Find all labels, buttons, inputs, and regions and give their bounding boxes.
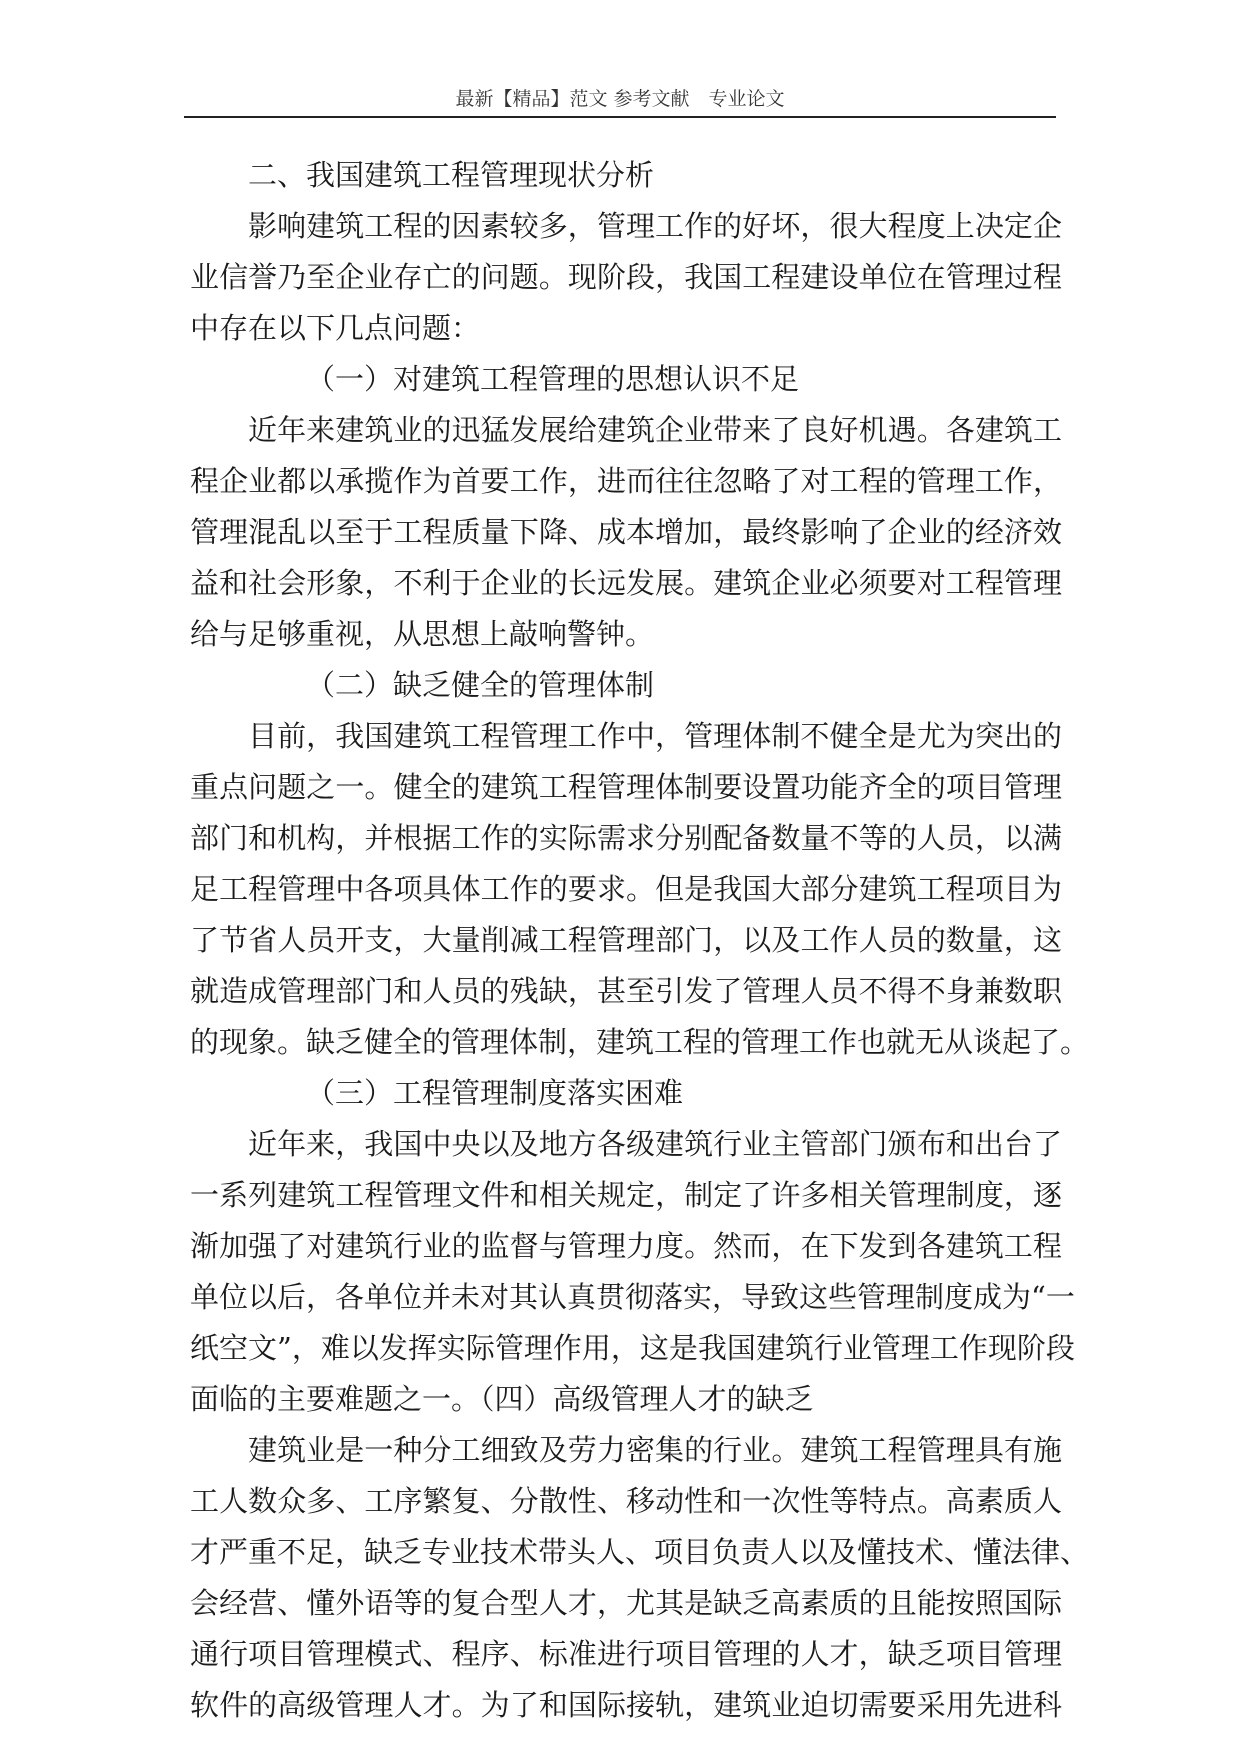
body-line: 才严重不足，缺乏专业技术带头人、项目负责人以及懂技术、懂法律、	[190, 1535, 1090, 1569]
body-line: 的现象。缺乏健全的管理体制，建筑工程的管理工作也就无从谈起了。	[190, 1025, 1090, 1059]
body-line: 中存在以下几点问题：	[190, 311, 481, 345]
subsection-heading: （二）缺乏健全的管理体制	[306, 668, 655, 702]
subsection-heading: （三）工程管理制度落实困难	[306, 1076, 684, 1110]
body-line: 就造成管理部门和人员的残缺，甚至引发了管理人员不得不身兼数职	[190, 974, 1062, 1008]
body-line: 管理混乱以至于工程质量下降、成本增加，最终影响了企业的经济效	[190, 515, 1062, 549]
body-line: 通行项目管理模式、程序、标准进行项目管理的人才，缺乏项目管理	[190, 1637, 1062, 1671]
body-line: 建筑业是一种分工细致及劳力密集的行业。建筑工程管理具有施	[248, 1433, 1062, 1467]
body-line: 面临的主要难题之一。（四）高级管理人才的缺乏	[190, 1382, 814, 1416]
page-header: 最新【精品】范文 参考文献 专业论文	[455, 88, 785, 110]
header-rule	[184, 116, 1056, 118]
section-heading: 二、我国建筑工程管理现状分析	[248, 158, 655, 192]
body-line: 工人数众多、工序繁复、分散性、移动性和一次性等特点。高素质人	[190, 1484, 1062, 1518]
body-line: 重点问题之一。健全的建筑工程管理体制要设置功能齐全的项目管理	[190, 770, 1062, 804]
body-line: 部门和机构，并根据工作的实际需求分别配备数量不等的人员，以满	[190, 821, 1062, 855]
body-line: 业信誉乃至企业存亡的问题。现阶段，我国工程建设单位在管理过程	[190, 260, 1062, 294]
body-line: 单位以后，各单位并未对其认真贯彻落实，导致这些管理制度成为“一	[190, 1280, 1075, 1314]
body-line: 了节省人员开支，大量削减工程管理部门，以及工作人员的数量，这	[190, 923, 1062, 957]
body-line: 渐加强了对建筑行业的监督与管理力度。然而，在下发到各建筑工程	[190, 1229, 1062, 1263]
subsection-heading: （一）对建筑工程管理的思想认识不足	[306, 362, 800, 396]
body-line: 足工程管理中各项具体工作的要求。但是我国大部分建筑工程项目为	[190, 872, 1062, 906]
body-line: 近年来，我国中央以及地方各级建筑行业主管部门颁布和出台了	[248, 1127, 1062, 1161]
body-line: 益和社会形象，不利于企业的长远发展。建筑企业必须要对工程管理	[190, 566, 1062, 600]
body-line: 纸空文”，难以发挥实际管理作用，这是我国建筑行业管理工作现阶段	[190, 1331, 1075, 1365]
body-line: 一系列建筑工程管理文件和相关规定，制定了许多相关管理制度，逐	[190, 1178, 1062, 1212]
body-line: 会经营、懂外语等的复合型人才，尤其是缺乏高素质的且能按照国际	[190, 1586, 1062, 1620]
body-line: 程企业都以承揽作为首要工作，进而往往忽略了对工程的管理工作，	[190, 464, 1062, 498]
body-line: 目前，我国建筑工程管理工作中，管理体制不健全是尤为突出的	[248, 719, 1062, 753]
body-line: 近年来建筑业的迅猛发展给建筑企业带来了良好机遇。各建筑工	[248, 413, 1062, 447]
document-body	[190, 150, 1090, 1731]
body-line: 影响建筑工程的因素较多，管理工作的好坏，很大程度上决定企	[248, 209, 1062, 243]
body-line: 软件的高级管理人才。为了和国际接轨，建筑业迫切需要采用先进科	[190, 1688, 1062, 1722]
body-line: 给与足够重视，从思想上敲响警钟。	[190, 617, 655, 651]
